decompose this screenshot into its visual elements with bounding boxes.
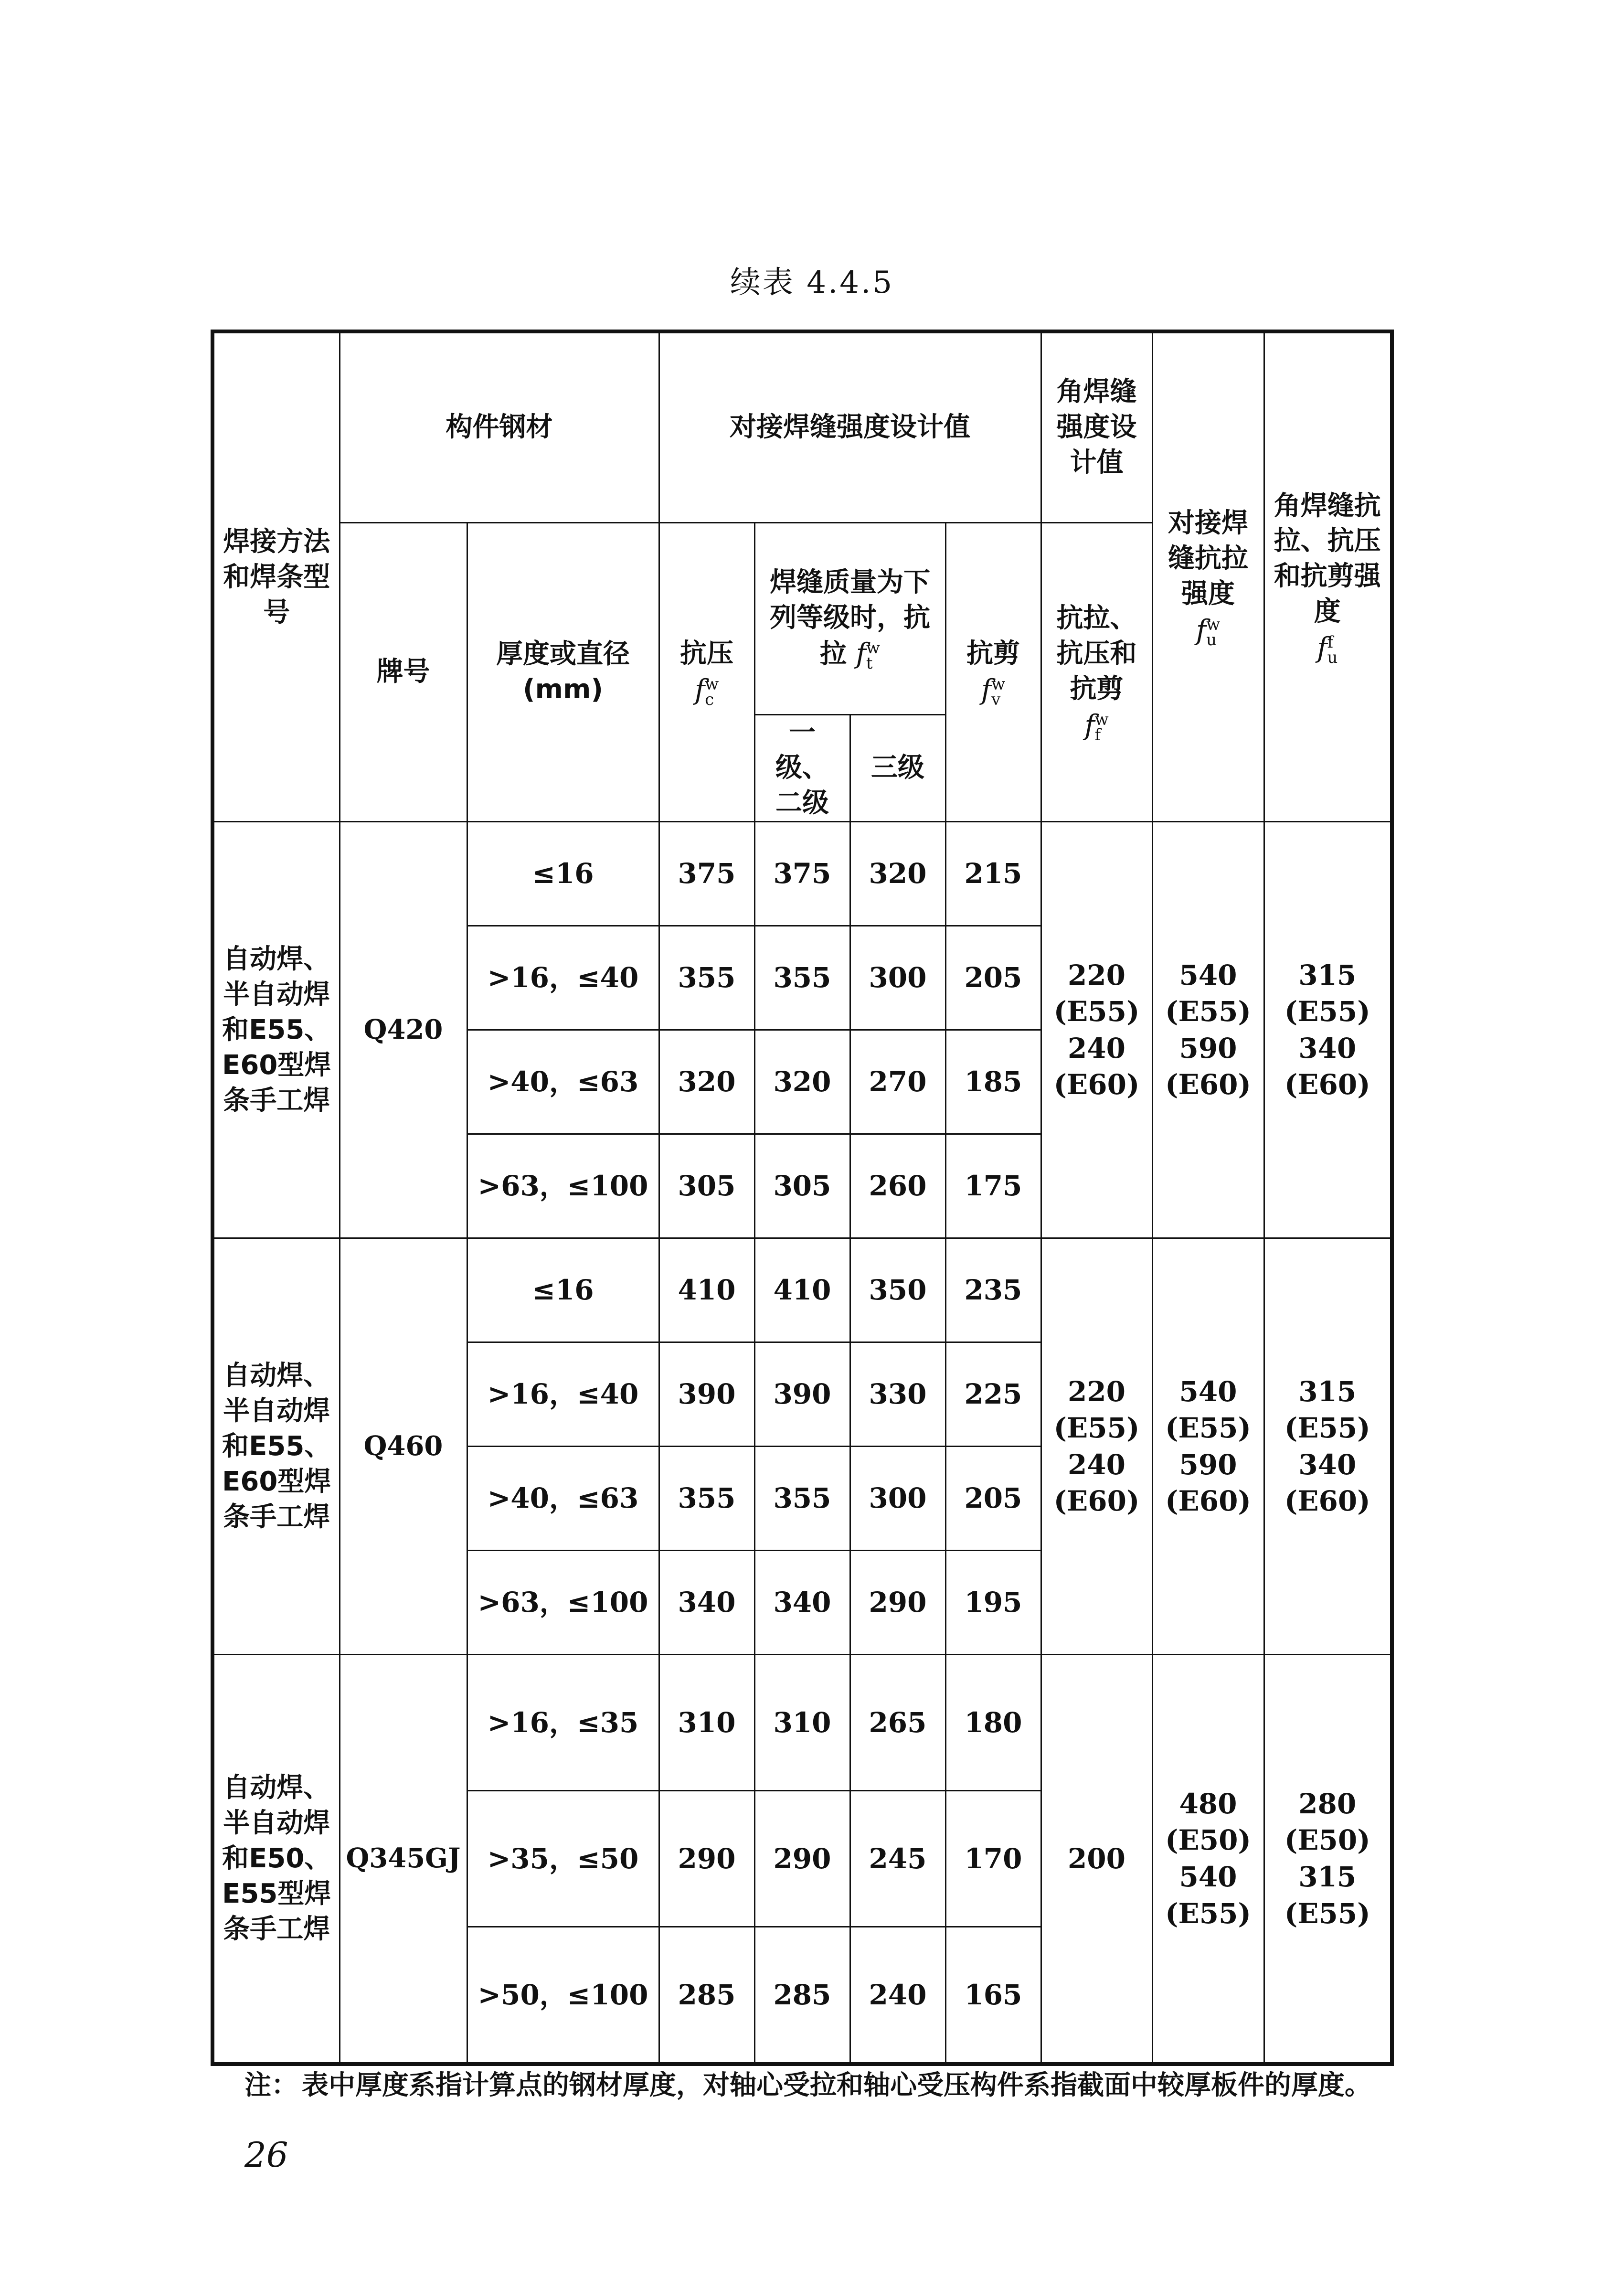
footnote-text: 表中厚度系指计算点的钢材厚度，对轴心受拉和轴心受压构件系指截面中较厚板件的厚度。: [302, 2070, 1371, 2101]
fu-value-line: 540: [1179, 958, 1237, 991]
fc-cell: 410: [659, 1238, 754, 1342]
header-steel-group: 构件钢材: [340, 331, 659, 522]
symbol-fu-f: f f u: [1317, 631, 1338, 668]
fu-value-line: (E60): [1165, 1068, 1251, 1101]
footnote: [244, 2065, 1390, 2106]
ft-grade3-cell: 300: [850, 926, 945, 1030]
fu-cell: [1152, 1655, 1264, 2064]
fuf-cell: [1264, 822, 1392, 1238]
thickness-cell: >16，≤40: [467, 926, 659, 1030]
fc-cell: 355: [659, 926, 754, 1030]
ft-grade3-cell: 290: [850, 1551, 945, 1655]
steel-grade-cell: Q345GJ: [340, 1655, 467, 2064]
fu-value-line: 480: [1179, 1787, 1237, 1820]
method-text: 自动焊、半自动焊和E55、E60型焊条手工焊: [222, 1360, 331, 1533]
fv-cell: 235: [945, 1238, 1041, 1342]
thickness-cell: >40，≤63: [467, 1030, 659, 1134]
fc-cell: 305: [659, 1134, 754, 1238]
ft-grade3-cell: 330: [850, 1342, 945, 1447]
fu-value-line: (E50): [1165, 1824, 1251, 1857]
fv-cell: 180: [945, 1655, 1041, 1791]
fuf-value-line: 340: [1298, 1448, 1357, 1481]
ft-grade12-cell: 355: [754, 1447, 850, 1551]
fuf-value-line: 315: [1298, 958, 1357, 991]
header-fillet-group: 角焊缝强度设计值: [1041, 331, 1152, 522]
fu-value-line: 540: [1179, 1375, 1237, 1408]
fuf-value-line: (E60): [1284, 1485, 1370, 1518]
method-cell: [212, 822, 340, 1238]
ft-grade12-cell: 390: [754, 1342, 850, 1447]
ft-grade12-cell: 340: [754, 1551, 850, 1655]
fv-cell: 185: [945, 1030, 1041, 1134]
ft-grade3-cell: 320: [850, 822, 945, 926]
header-fillet-combined: 角焊缝抗拉、抗压和抗剪强度 f f u: [1264, 331, 1392, 822]
thickness-cell: ≤16: [467, 1238, 659, 1342]
ff-cell: [1041, 1655, 1152, 2064]
ft-grade3-cell: 300: [850, 1447, 945, 1551]
header-thickness: 厚度或直径 (mm): [467, 522, 659, 822]
ft-grade12-cell: 320: [754, 1030, 850, 1134]
ft-grade12-cell: 355: [754, 926, 850, 1030]
fc-cell: 340: [659, 1551, 754, 1655]
fv-cell: 175: [945, 1134, 1041, 1238]
steel-grade-cell: Q460: [340, 1238, 467, 1655]
ff-value-line: (E55): [1053, 1412, 1140, 1445]
fuf-value-line: 315: [1298, 1375, 1357, 1408]
fuf-value-line: (E55): [1284, 1897, 1370, 1930]
header-quality: 焊缝质量为下列等级时，抗拉 f w t: [754, 522, 945, 714]
ff-value-line: 220: [1067, 958, 1126, 991]
ff-value-line: 220: [1067, 1375, 1126, 1408]
weld-strength-table: [211, 330, 1394, 2066]
header-butt-tensile: 对接焊缝抗拉强度 f w u: [1152, 331, 1264, 822]
thickness-cell: >63，≤100: [467, 1551, 659, 1655]
header-butt-group: 对接焊缝强度设计值: [659, 331, 1041, 522]
fc-cell: 375: [659, 822, 754, 926]
thickness-cell: >63，≤100: [467, 1134, 659, 1238]
fc-cell: 320: [659, 1030, 754, 1134]
symbol-ff: f w f: [1084, 708, 1109, 745]
fv-cell: 195: [945, 1551, 1041, 1655]
fu-value-line: (E55): [1165, 1412, 1251, 1445]
ff-value-line: (E60): [1053, 1485, 1140, 1518]
ft-grade3-cell: 350: [850, 1238, 945, 1342]
fv-cell: 215: [945, 822, 1041, 926]
fuf-value-line: 315: [1298, 1860, 1357, 1893]
ft-grade12-cell: 410: [754, 1238, 850, 1342]
ft-grade3-cell: 270: [850, 1030, 945, 1134]
thickness-cell: >40，≤63: [467, 1447, 659, 1551]
fv-cell: 205: [945, 926, 1041, 1030]
fuf-value-line: (E60): [1284, 1068, 1370, 1101]
header-grade: 牌号: [340, 522, 467, 822]
header-compression: 抗压 f w c: [659, 522, 754, 822]
method-cell: [212, 1655, 340, 2064]
symbol-ft: f w t: [856, 637, 881, 673]
ff-value-line: (E55): [1053, 995, 1140, 1028]
thickness-cell: >16，≤40: [467, 1342, 659, 1447]
fu-value-line: (E60): [1165, 1485, 1251, 1518]
fu-value-line: (E55): [1165, 995, 1251, 1028]
fu-value-line: 590: [1179, 1448, 1237, 1481]
footnote-label: 注：: [244, 2070, 298, 2101]
ff-value-line: 240: [1067, 1448, 1126, 1481]
fc-cell: 285: [659, 1927, 754, 2064]
thickness-cell: >16，≤35: [467, 1655, 659, 1791]
header-row-1: [212, 331, 1392, 522]
method-text: 自动焊、半自动焊和E50、E55型焊条手工焊: [222, 1772, 331, 1945]
table-row: [212, 1238, 1392, 1342]
ft-grade12-cell: 375: [754, 822, 850, 926]
ft-grade12-cell: 310: [754, 1655, 850, 1791]
symbol-fv: f w v: [981, 673, 1006, 709]
steel-grade-cell: Q420: [340, 822, 467, 1238]
ff-value-line: 240: [1067, 1032, 1126, 1065]
ft-grade3-cell: 260: [850, 1134, 945, 1238]
fu-value-line: (E55): [1165, 1897, 1251, 1930]
method-cell: [212, 1238, 340, 1655]
fuf-value-line: (E55): [1284, 995, 1370, 1028]
ft-grade12-cell: 305: [754, 1134, 850, 1238]
fu-cell: [1152, 1238, 1264, 1655]
fu-value-line: 590: [1179, 1032, 1237, 1065]
thickness-cell: >50，≤100: [467, 1927, 659, 2064]
ff-value-line: (E60): [1053, 1068, 1140, 1101]
fc-cell: 290: [659, 1791, 754, 1927]
ft-grade3-cell: 265: [850, 1655, 945, 1791]
header-method: 焊接方法和焊条型号: [212, 331, 340, 822]
thickness-cell: >35，≤50: [467, 1791, 659, 1927]
symbol-fu-w: f w u: [1196, 614, 1221, 650]
ft-grade12-cell: 290: [754, 1791, 850, 1927]
fv-cell: 165: [945, 1927, 1041, 2064]
ff-value-line: 200: [1067, 1842, 1126, 1875]
header-grade3: 三级: [850, 714, 945, 822]
table-row: [212, 822, 1392, 926]
ft-grade3-cell: 240: [850, 1927, 945, 2064]
thickness-cell: ≤16: [467, 822, 659, 926]
symbol-fc: f w c: [694, 673, 719, 709]
fv-cell: 205: [945, 1447, 1041, 1551]
table-caption: 续表 4.4.5: [730, 265, 894, 300]
fv-cell: 170: [945, 1791, 1041, 1927]
header-fillet-sub: 抗拉、抗压和抗剪 f w f: [1041, 522, 1152, 822]
fv-cell: 225: [945, 1342, 1041, 1447]
method-text: 自动焊、半自动焊和E55、E60型焊条手工焊: [222, 943, 331, 1116]
table-row: [212, 1655, 1392, 1791]
fc-cell: 310: [659, 1655, 754, 1791]
ft-grade3-cell: 245: [850, 1791, 945, 1927]
ff-cell: [1041, 822, 1152, 1238]
fuf-cell: [1264, 1655, 1392, 2064]
ff-cell: [1041, 1238, 1152, 1655]
header-grade12: 一级、二级: [754, 714, 850, 822]
fuf-value-line: 280: [1298, 1787, 1357, 1820]
fc-cell: 390: [659, 1342, 754, 1447]
fuf-cell: [1264, 1238, 1392, 1655]
fuf-value-line: 340: [1298, 1032, 1357, 1065]
fu-value-line: 540: [1179, 1860, 1237, 1893]
ft-grade12-cell: 285: [754, 1927, 850, 2064]
fuf-value-line: (E55): [1284, 1412, 1370, 1445]
fu-cell: [1152, 822, 1264, 1238]
header-shear: 抗剪 f w v: [945, 522, 1041, 822]
page-number: 26: [244, 2135, 288, 2175]
fuf-value-line: (E50): [1284, 1824, 1370, 1857]
fc-cell: 355: [659, 1447, 754, 1551]
